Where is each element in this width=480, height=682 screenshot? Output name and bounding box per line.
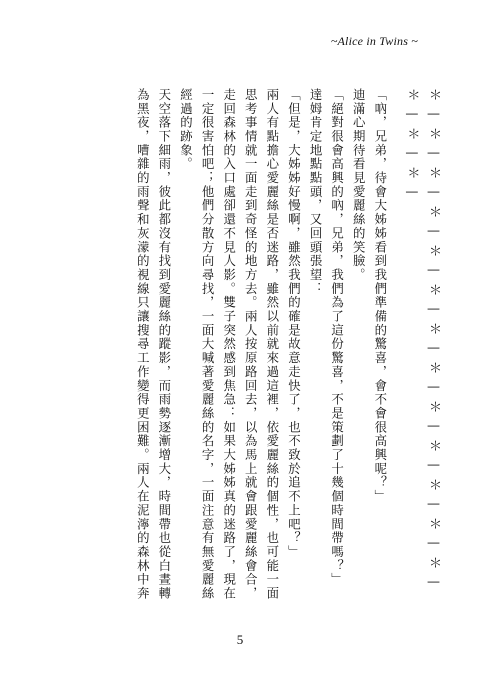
paragraph-7: 天空落下細雨，彼此都沒有找到愛麗絲的蹤影，而雨勢逐漸增大，時間帶也從白晝轉為黑夜，嘈雜的雨聲和灰濛的視線只讓搜尋工作變得更困難。兩人在泥濘的森林中奔	[135, 88, 172, 601]
paragraph-1: 「吶，兄弟，待會大姊姊看到我們準備的驚喜，會不會很高興呢？」	[372, 88, 388, 504]
body-text	[84, 88, 444, 608]
paragraph-2: 迪滿心期待看見愛麗絲的笑臉。	[351, 88, 367, 282]
paragraph-5: 「但是，大姊姊好慢啊，雖然我們的確是故意走快了，也不致於追不上吧？」	[286, 88, 302, 559]
paragraph-4: 達姆肯定地點點頭，又回頭張望：	[308, 88, 324, 296]
running-header: ~Alice in Twins ~	[330, 34, 418, 48]
paragraph-6: 兩人有點擔心愛麗絲是否迷路，雖然以前就來過這裡，依愛麗絲的個性，也可能一面思考事情就一面走到奇怪的地方去。兩人按原路回去，以為馬上就會跟愛麗絲會合，走回森林的入口處卻還不見人影。雙子突然感到焦急：如果大姊姊真的迷路了，現在一定很害怕吧；他們分散方向尋找，一面大喊著愛麗絲的名字，一面注意有無愛麗絲經過的跡象。	[178, 88, 280, 601]
paragraph-3: 「絕對很會高興的吶，兄弟，我們為了這份驚喜，不是策劃了十幾個時間帶嗎？」	[329, 88, 345, 587]
page-number: 5	[236, 632, 244, 647]
section-separator: ＊—＊—＊—＊—＊—＊—＊—＊—＊—＊—＊—＊—＊—＊—＊—＊—	[404, 88, 441, 595]
